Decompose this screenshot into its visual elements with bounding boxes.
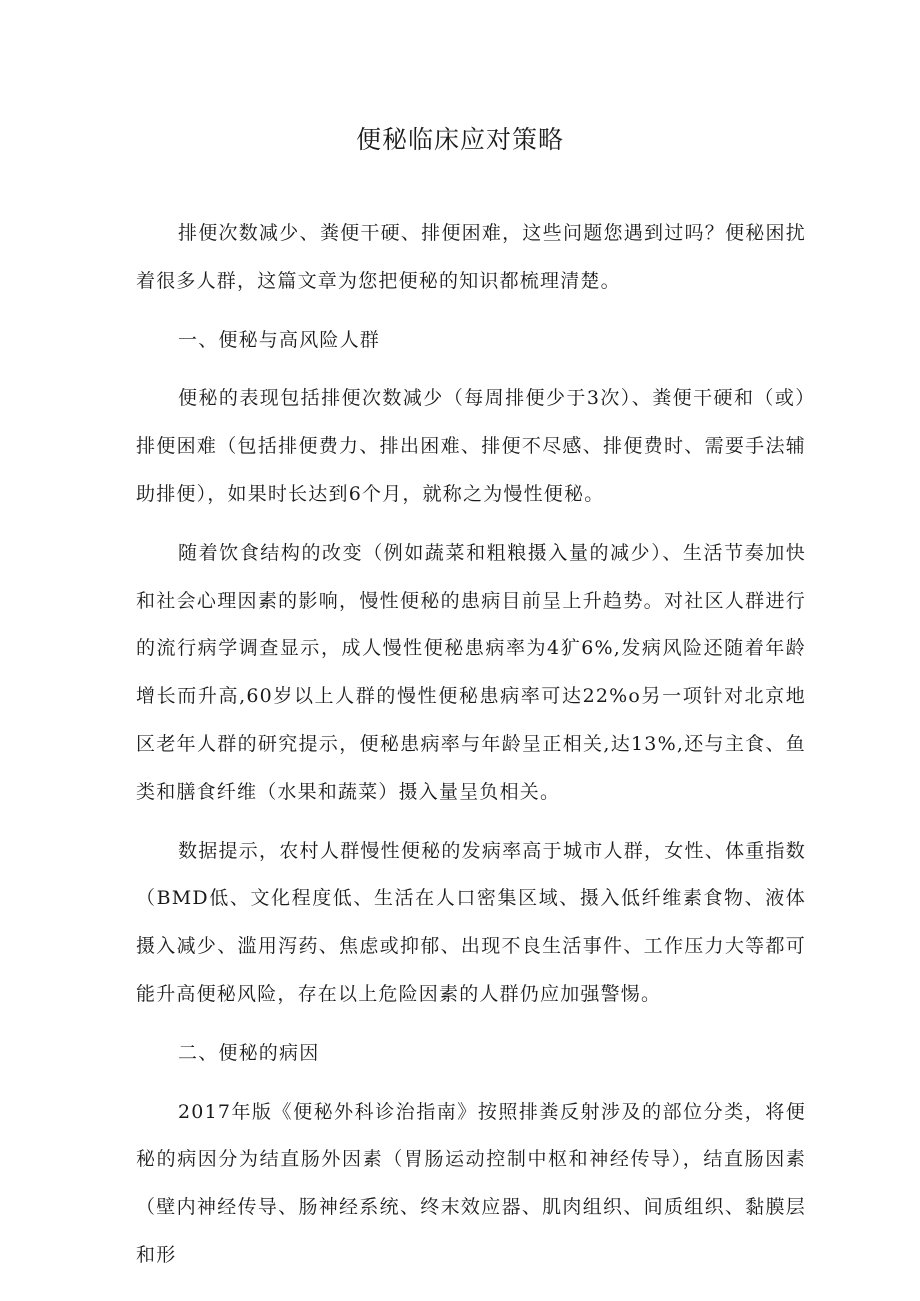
intro-paragraph: 排便次数减少、粪便干硬、排便困难，这些问题您遇到过吗？便秘困扰着很多人群，这篇文章为您把便秘的知识都梳理清楚。 <box>136 222 806 292</box>
risk-factors-paragraph: 数据提示，农村人群慢性便秘的发病率高于城市人群，女性、体重指数（BMD低、文化程度低、生活在人口密集区域、摄入低纤维素食物、液体摄入减少、滥用泻药、焦虑或抑郁、出现不良生活事件、工作压力大等都可能升高便秘风险，存在以上危险因素的人群仍应加强警惕。 <box>136 839 806 1005</box>
causes-paragraph: 2017年版《便秘外科诊治指南》按照排粪反射涉及的部位分类，将便秘的病因分为结直肠外因素（胃肠运动控制中枢和神经传导），结直肠因素（壁内神经传导、肠神经系统、终末效应器、肌肉组织、间质组织、黏膜层和形 <box>136 1100 806 1266</box>
symptoms-paragraph: 便秘的表现包括排便次数减少（每周排便少于3次）、粪便干硬和（或）排便困难（包括排便费力、排出困难、排便不尽感、排便费时、需要手法辅助排便），如果时长达到6个月，就称之为慢性便秘。 <box>136 387 806 505</box>
section-heading-1: 一、便秘与高风险人群 <box>178 328 381 351</box>
section-heading-2: 二、便秘的病因 <box>178 1041 320 1064</box>
document-body <box>136 210 806 1291</box>
prevalence-paragraph: 随着饮食结构的改变（例如蔬菜和粗粮摄入量的减少）、生活节奏加快和社会心理因素的影响，慢性便秘的患病目前呈上升趋势。对社区人群进行的流行病学调查显示，成人慢性便秘患病率为4犷6%,发病风险还随着年龄增长而升高,60岁以上人群的慢性便秘患病率可达22%o另一项针对北京地区老年人群的研究提示，便秘患病率与年龄呈正相关,达13%,还与主食、鱼类和膳食纤维（水果和蔬菜）摄入量呈负相关。 <box>136 541 806 803</box>
document-title: 便秘临床应对策略 <box>355 125 564 154</box>
